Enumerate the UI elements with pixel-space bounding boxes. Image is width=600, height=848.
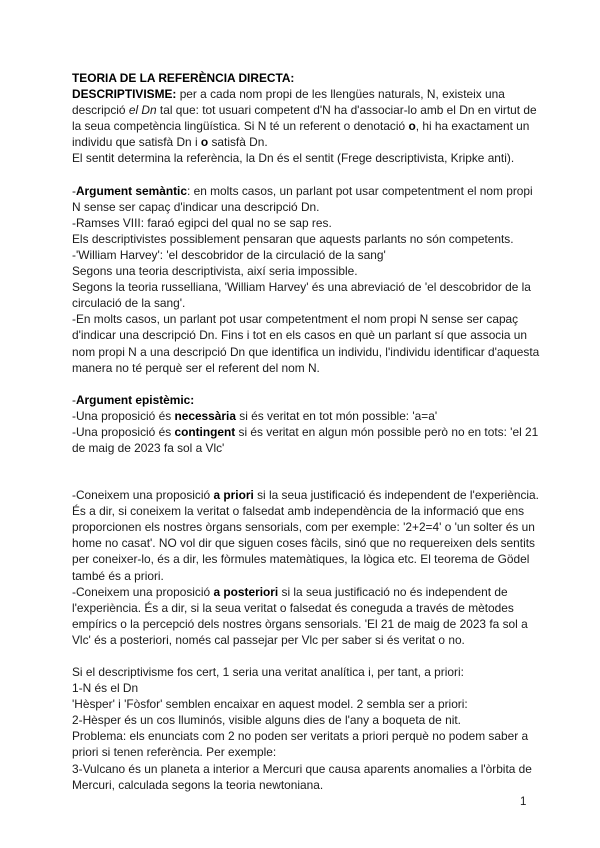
page-title: TEORIA DE LA REFERÈNCIA DIRECTA: bbox=[72, 71, 295, 85]
semantic-conclusion-paragraph: -En molts casos, un parlant pot usar competentment el nom propi N sense ser capaç d'indicar una descripció Dn. Fins i tot en els casos en què un parlant sí que associa un nom propi N a una descripció Dn que identifica un individu, l'individu identificar d'aquesta manera no té perquè ser el referent del nom N. bbox=[72, 312, 540, 375]
sense-reference-line: El sentit determina la referència, la Dn és el sentit (Frege descriptivista, Kripke anti). bbox=[72, 151, 515, 166]
descriptivism-term: DESCRIPTIVISME: bbox=[72, 87, 177, 102]
contingent-definition: -Una proposició és contingent si és veritat en algun món possible però no en tots: 'el 21 de maig de 2023 fa sol a Vlc' bbox=[72, 424, 539, 455]
page-number: 1 bbox=[520, 796, 527, 808]
example-2: 2-Hèsper és un cos lluminós, visible alguns dies de l'any a boqueta de nit. bbox=[72, 713, 461, 728]
example-1: 1-N és el Dn bbox=[72, 681, 139, 696]
impossible-line: Segons una teoria descriptivista, així seria impossible. bbox=[72, 264, 358, 279]
problem-paragraph: Problema: els enunciats com 2 no poden ser veritats a priori perquè no podem saber a priori si tenen referència. Per exemple: bbox=[72, 729, 529, 760]
semantic-argument-paragraph: -Argument semàntic: en molts casos, un parlant pot usar competentment el nom propi N sense ser capaç d'indicar una descripció Dn. bbox=[72, 183, 533, 214]
descriptivism-paragraph: DESCRIPTIVISME: per a cada nom propi de les llengües naturals, N, existeix una descripció el Dn tal que: tot usuari competent d'N ha d'associar-lo amb el Dn en virtut de la seua competència lingüística. Si N té un referent o denotació o, hi ha exactament un individu que satisfà Dn i o satisfà Dn. bbox=[72, 87, 537, 150]
descriptivism-consequence: Si el descriptivisme fos cert, 1 seria una veritat analítica i, per tant, a priori: bbox=[72, 665, 464, 679]
a-posteriori-paragraph: -Coneixem una proposició a posteriori si la seua justificació no és independent de l'experiència. És a dir, si la seua veritat o falsedat és coneguda a través de mètodes empírics o la percepció dels nostres òrgans sensorials. 'El 21 de maig de 2023 fa sol a Vlc' és a posteriori, només cal passejar per Vlc per saber si és veritat o no. bbox=[72, 584, 528, 647]
epistemic-argument-heading: -Argument epistèmic: bbox=[72, 392, 195, 407]
necessary-definition: -Una proposició és necessària si és veritat en tot món possible: 'a=a' bbox=[72, 408, 438, 423]
example-3: 3-Vulcano és un planeta a interior a Mercuri que causa aparents anomalies a l'òrbita de Mercuri, calculada segons la teoria newtoniana. bbox=[72, 761, 532, 792]
semantic-argument-term: Argument semàntic bbox=[75, 183, 187, 198]
russellian-paragraph: Segons la teoria russelliana, 'William Harvey' és una abreviació de 'el descobridor de la circulació de la sang'. bbox=[72, 280, 531, 311]
hesper-phosphor-line: 'Hèsper' i 'Fòsfor' semblen encaixar en aquest model. 2 sembla ser a priori: bbox=[72, 697, 468, 712]
a-priori-paragraph: -Coneixem una proposició a priori si la seua justificació és independent de l'experiència. És a dir, si coneixem la veritat o falsedat amb independència de la informació que ens proporcionen els nostres òrgans sensorials, com per exemple: '2+2=4' o 'un solter és un home no casat'. NO vol dir que siguen coses fàcils, sinó que no requereixen dels sentits per coneixer-lo, és a dir, les fòrmules matemàtiques, la lògica etc. El teorema de Gödel també és a priori. bbox=[72, 488, 539, 583]
document-body bbox=[72, 70, 542, 793]
ramses-line: -Ramses VIII: faraó egipci del qual no se sap res. bbox=[72, 215, 332, 230]
competence-line: Els descriptivistes possiblement pensaran que aquests parlants no són competents. bbox=[72, 231, 514, 246]
harvey-line: -'William Harvey': 'el descobridor de la circulació de la sang' bbox=[72, 247, 386, 262]
